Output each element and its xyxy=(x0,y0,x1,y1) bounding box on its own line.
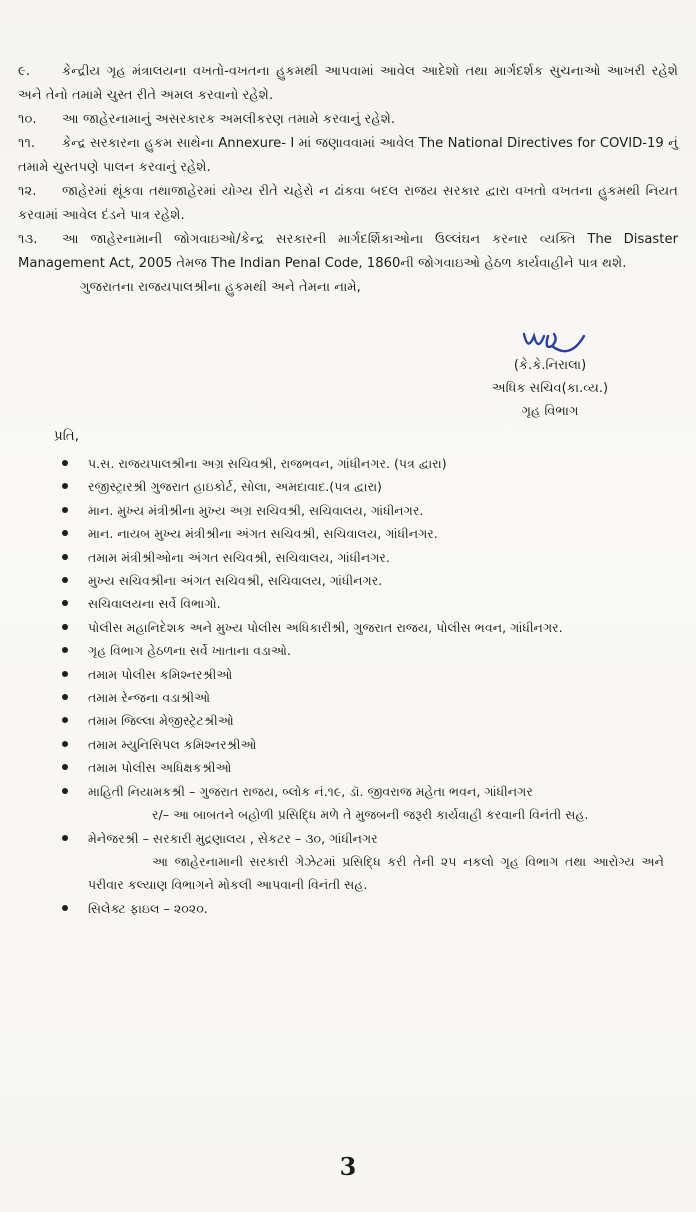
page-number: 3 xyxy=(339,1152,357,1181)
list-item xyxy=(56,756,676,779)
paragraph-10 xyxy=(18,108,678,132)
list-item xyxy=(56,686,676,709)
bullet-icon xyxy=(62,788,68,794)
bullet-icon xyxy=(62,577,68,583)
paragraph-number: ૧૨. xyxy=(18,184,37,199)
bullet-icon xyxy=(62,600,68,606)
recipient-text: તમામ પોલીસ અધિક્ષકશ્રીઓ xyxy=(88,760,232,776)
list-item xyxy=(56,733,676,756)
list-item xyxy=(56,663,676,686)
bullet-icon xyxy=(62,717,68,723)
bullet-icon xyxy=(62,671,68,677)
signature-block xyxy=(430,326,670,423)
list-item xyxy=(56,827,676,897)
bullet-icon xyxy=(62,530,68,536)
recipient-text: માન. નાયબ મુખ્ય મંત્રીશ્રીના અંગત સચિવશ્રી, સચિવાલય, ગાંધીનગર. xyxy=(88,526,438,542)
bullet-icon xyxy=(62,835,68,841)
bullet-icon xyxy=(62,905,68,911)
bullet-icon xyxy=(62,764,68,770)
recipient-text: માન. મુખ્ય મંત્રીશ્રીના મુખ્ય અગ્ર સચિવશ્રી, સચિવાલય, ગાંધીનગર. xyxy=(88,502,424,518)
bullet-icon xyxy=(62,460,68,466)
list-item xyxy=(56,452,676,475)
paragraph-number: ૧૩. xyxy=(18,232,38,247)
paragraph-number: ૧૦. xyxy=(18,112,37,127)
list-item xyxy=(56,546,676,569)
recipient-note: ર/– આ બાબતને બહોળી પ્રસિદ્ધિ મળે તે મુજબની જરૂરી કાર્યવાહી કરવાની વિનંતી સહ. xyxy=(152,807,589,823)
paragraph-11 xyxy=(18,132,678,180)
numbered-paragraphs xyxy=(18,60,678,300)
recipient-text: તમામ મંત્રીશ્રીઓના અંગત સચિવશ્રી, સચિવાલય, ગાંધીનગર. xyxy=(88,549,390,565)
list-item xyxy=(56,709,676,732)
recipient-text: મેનેજરશ્રી – સરકારી મુદ્રણાલય , સેકટર – ૩૦, ગાંધીનગર xyxy=(88,830,378,846)
list-item xyxy=(56,569,676,592)
bullet-icon xyxy=(62,507,68,513)
paragraph-text: જાહેરમાં થૂંકવા તથાજાહેરમાં યોગ્ય રીતે ચહેરો ન ઢાંકવા બદલ રાજય સરકાર દ્વારા વખતો વખતના હુકમથી નિયત કરવામાં આવેલ દંડને પાત્ર રહેશે. xyxy=(18,184,678,223)
recipient-text: પોલીસ મહાનિદેશક અને મુખ્ય પોલીસ અધિકારીશ્રી, ગુજરાત રાજય, પોલીસ ભવન, ગાંધીનગર. xyxy=(88,619,563,635)
list-item xyxy=(56,499,676,522)
handwritten-signature xyxy=(518,326,588,362)
recipient-text: ગૃહ વિભાગ હેઠળના સર્વે ખાતાના વડાઓ. xyxy=(88,643,292,659)
recipient-note: આ જાહેરનામાની સરકારી ગેઝેટમાં પ્રસિદ્ધિ કરી તેની ૨૫ નકલો ગૃહ વિભાગ તથા આરોગ્ય અને પરીવાર કલ્યાણ વિભાગને મોકલી આપવાની વિનંતી સહ. xyxy=(88,853,664,893)
list-item xyxy=(56,639,676,662)
bullet-icon xyxy=(62,741,68,747)
recipient-text: તમામ મ્યુનિસિપલ કમિશ્નરશ્રીઓ xyxy=(88,736,257,752)
paragraph-13 xyxy=(18,228,678,276)
paragraph-number: ૯. xyxy=(18,64,30,79)
recipient-text: તમામ જિલ્લા મેજીસ્ટ્રેટશ્રીઓ xyxy=(88,713,234,729)
list-item xyxy=(56,475,676,498)
copy-to-label: પ્રતિ, xyxy=(54,428,80,444)
recipient-text: તમામ પોલીસ કમિશ્નરશ્રીઓ xyxy=(88,666,233,682)
list-item xyxy=(56,592,676,615)
recipient-text: તમામ રેન્જના વડાશ્રીઓ xyxy=(88,690,211,706)
recipient-text: રજીસ્ટ્રારશ્રી ગુજરાત હાઇકોર્ટ, સોલા, અમદાવાદ.(પત્ર દ્વારા) xyxy=(88,479,382,495)
recipient-text: મુખ્ય સચિવશ્રીના અંગત સચિવશ્રી, સચિવાલય, ગાંધીનગર. xyxy=(88,573,383,589)
recipient-text: સિલેક્ટ ફાઇલ – ૨૦૨૦. xyxy=(88,900,208,916)
paragraph-text: આ જાહેરનામાનું અસરકારક અમલીકરણ તમામે કરવાનું રહેશે. xyxy=(62,112,396,127)
signatory-department: ગૃહ વિભાગ xyxy=(521,404,579,419)
order-line: ગુજરાતના રાજયપાલશ્રીના હુકમથી અને તેમના નામે, xyxy=(80,280,361,295)
bullet-icon xyxy=(62,694,68,700)
bullet-icon xyxy=(62,647,68,653)
paragraph-9 xyxy=(18,60,678,108)
recipient-list xyxy=(56,452,676,920)
list-item xyxy=(56,616,676,639)
list-item xyxy=(56,522,676,545)
recipient-text: પ.સ. રાજયપાલશ્રીના અગ્ર સચિવશ્રી, રાજભવન, ગાંધીનગર. (પત્ર દ્વારા) xyxy=(88,456,447,471)
signatory-designation: અધિક સચિવ(કા.વ્ય.) xyxy=(491,381,609,396)
paragraph-text: કેન્દ્રીય ગૃહ મંત્રાલયના વખતો-વખતના હુકમથી આપવામાં આવેલ આદેશો તથા માર્ગદર્શક સુચનાઓ આખરી રહેશે અને તેનો તમામે ચુસ્ત રીતે અમલ કરવાનો રહેશે. xyxy=(18,64,678,103)
bullet-icon xyxy=(62,483,68,489)
bullet-icon xyxy=(62,624,68,630)
paragraph-text: કેન્દ્ર સરકારના હુકમ સાથેના Annexure- I માં જણાવવામાં આવેલ The National Directives for COVID-19 નું તમામે ચુસ્તપણે પાલન કરવાનું રહેશે. xyxy=(18,136,678,175)
recipient-text: માહિતી નિયામકશ્રી – ગુજરાત રાજય, બ્લોક નં.૧૯, ડૉ. જીવરાજ મહેતા ભવન, ગાંધીનગર xyxy=(88,783,533,799)
signatory-name: (કે.કે.નિરાલા) xyxy=(513,358,587,373)
recipient-text: સચિવાલયના સર્વે વિભાગો. xyxy=(88,596,221,612)
paragraph-12 xyxy=(18,180,678,228)
paragraph-text: આ જાહેરનામાની જોગવાઇઓ/કેન્દ્ર સરકારની માર્ગદર્શિકાઓના ઉલ્લંઘન કરનાર વ્યક્તિ The Disaster Management Act, 2005 તેમજ The Indian Penal Code, 1860ની જોગવાઇઓ હેઠળ કાર્યવાહીને પાત્ર થશે. xyxy=(18,232,678,271)
paragraph-number: ૧૧. xyxy=(18,136,36,151)
list-item xyxy=(56,780,676,827)
bullet-icon xyxy=(62,554,68,560)
list-item xyxy=(56,897,676,920)
